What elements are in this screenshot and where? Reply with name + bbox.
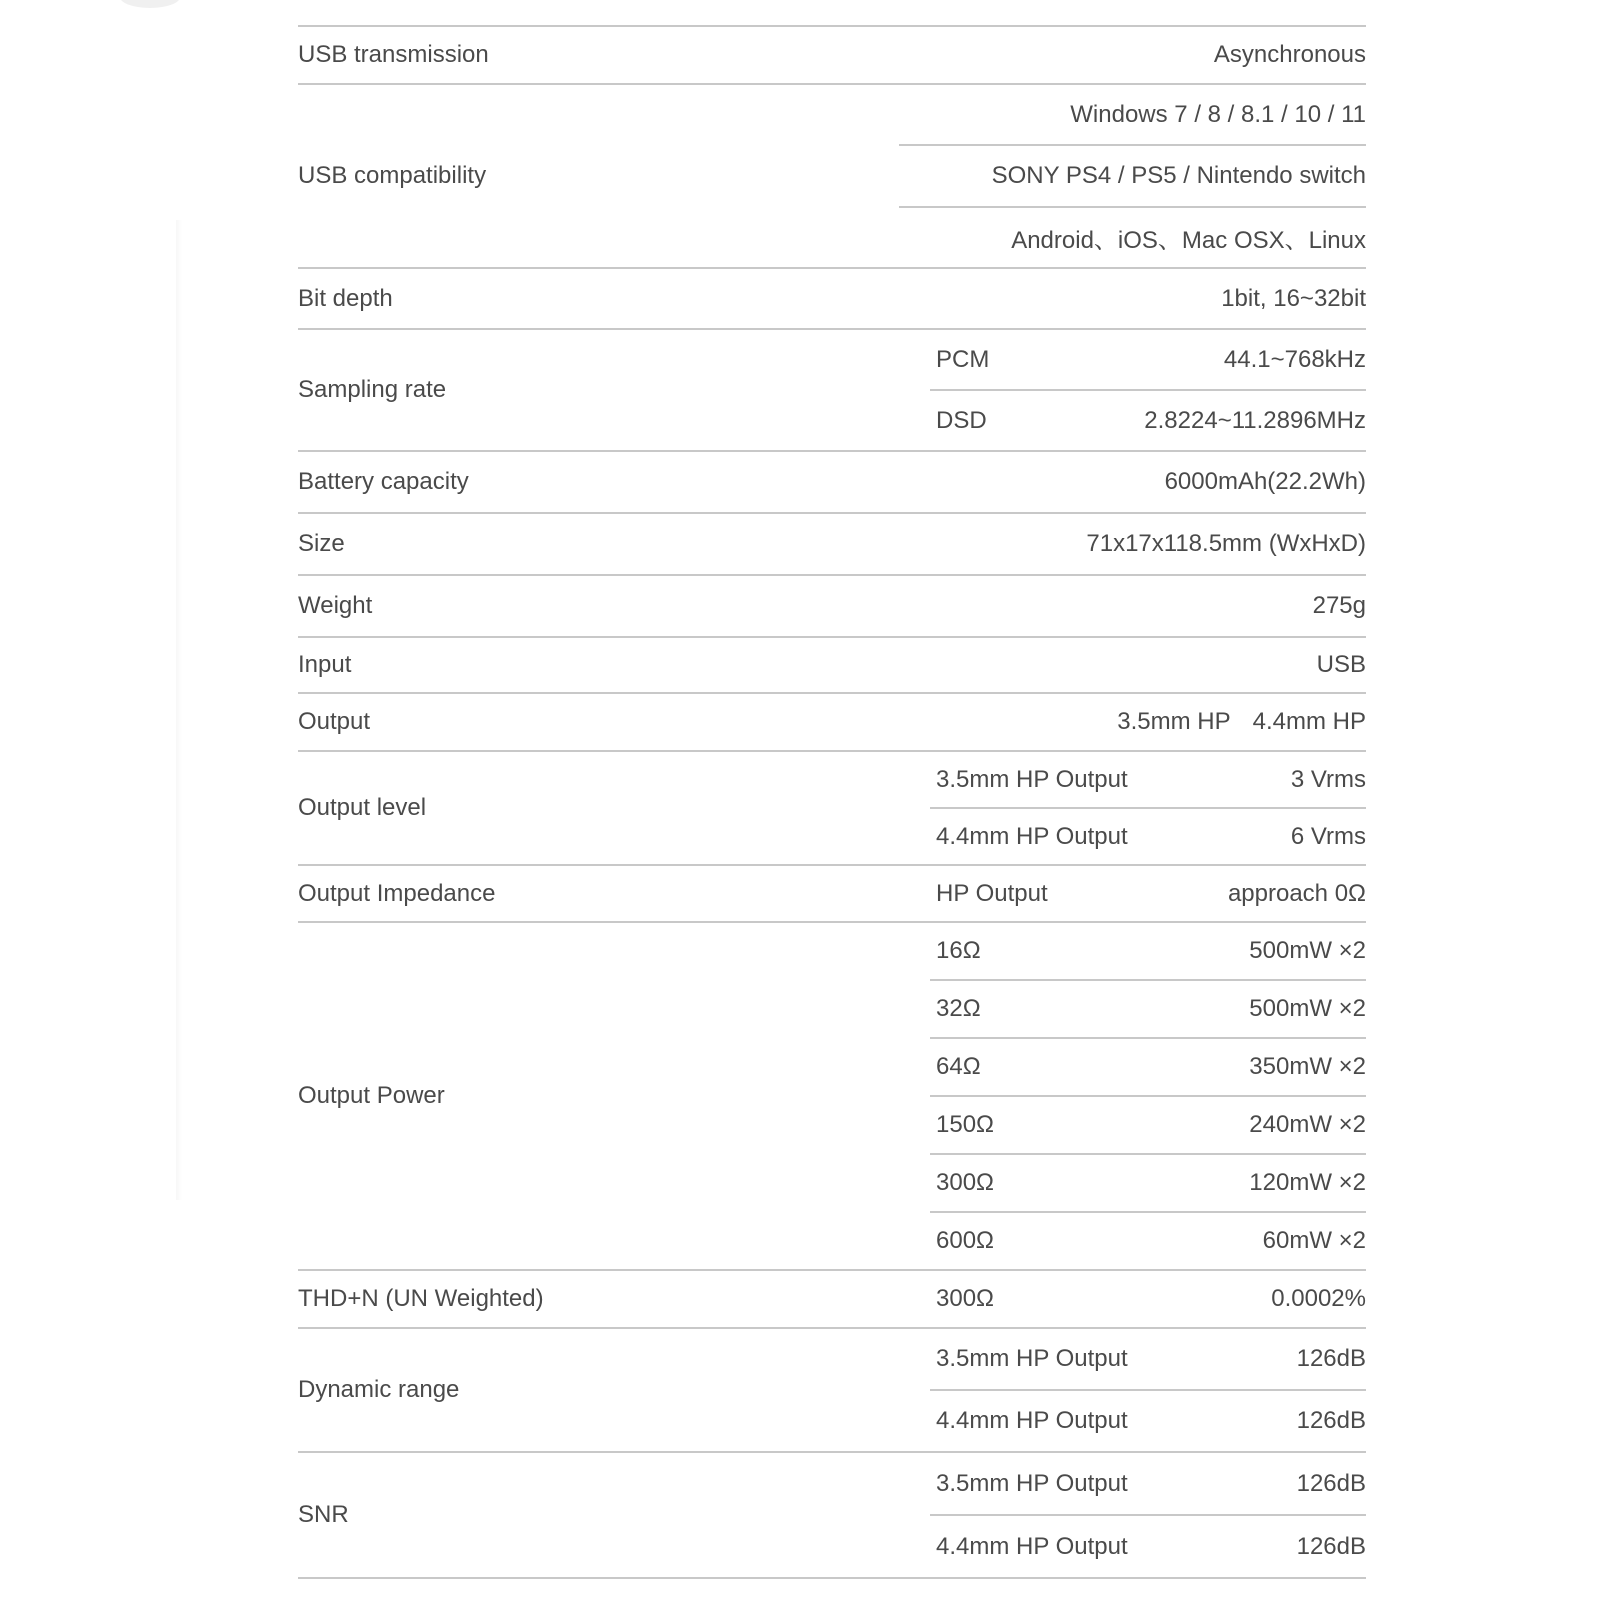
spec-sub-list (899, 85, 1366, 267)
spec-sub-list (930, 923, 1366, 1269)
spec-label: USB transmission (298, 41, 489, 68)
spec-sub-value: 3 Vrms (1290, 765, 1366, 793)
spec-label: Bit depth (298, 284, 393, 312)
spec-sub-value: 44.1~768kHz (1223, 345, 1366, 373)
spec-sub-key: 3.5mm HP Output (936, 1469, 1128, 1497)
spec-sub-value: 350mW ×2 (1249, 1053, 1366, 1080)
spec-label: Size (298, 530, 345, 557)
spec-row-usb-transmission (298, 27, 1366, 85)
spec-sub-key: 4.4mm HP Output (936, 1532, 1128, 1560)
spec-label: Output (298, 708, 371, 735)
spec-sub-row (930, 330, 1366, 391)
spec-sub-key: 3.5mm HP Output (936, 765, 1128, 793)
spec-sub-row (930, 1391, 1366, 1451)
spec-sub-value: approach 0Ω (1227, 879, 1366, 907)
spec-sub-row (930, 1213, 1366, 1269)
spec-value-group (1117, 694, 1366, 750)
spec-value: 71x17x118.5mm (WxHxD) (1086, 530, 1366, 557)
spec-value: Asynchronous (1213, 41, 1366, 68)
spec-row-size (298, 514, 1366, 576)
spec-value: 3.5mm HP (1117, 708, 1231, 735)
spec-sub-key: HP Output (936, 879, 1048, 907)
spec-row-output-impedance (298, 866, 1366, 923)
spec-sub-key: 150Ω (936, 1111, 994, 1138)
spec-row-battery-capacity (298, 452, 1366, 514)
spec-label: THD+N (UN Weighted) (298, 1285, 544, 1312)
spec-row-output-power (298, 923, 1366, 1271)
spec-sub-value: 60mW ×2 (1262, 1227, 1366, 1254)
spec-label: Battery capacity (298, 468, 469, 495)
spec-sub-row (930, 923, 1366, 981)
edge-shadow (176, 220, 182, 1200)
spec-sub-value: 500mW ×2 (1249, 937, 1366, 964)
spec-sub-key: 4.4mm HP Output (936, 822, 1128, 850)
spec-sub-row (930, 1453, 1366, 1516)
spec-sub-value: 120mW ×2 (1249, 1169, 1366, 1196)
spec-table (298, 25, 1366, 1579)
spec-sub-value: 240mW ×2 (1249, 1111, 1366, 1138)
spec-label: Output level (298, 794, 427, 821)
spec-sub-value: 6 Vrms (1290, 822, 1366, 850)
spec-row-dynamic-range (298, 1329, 1366, 1453)
spec-sub-value: 126dB (1296, 1532, 1366, 1560)
spec-value: 6000mAh(22.2Wh) (1164, 468, 1366, 495)
spec-row-usb-compatibility (298, 85, 1366, 269)
spec-value: 275g (1312, 592, 1366, 619)
spec-sub-row (930, 391, 1366, 450)
spec-sub-value: Android、iOS、Mac OSX、Linux (1011, 226, 1366, 254)
spec-sub-row (930, 1271, 1366, 1327)
spec-sub-value: 126dB (1296, 1407, 1366, 1434)
spec-sub-key: 16Ω (936, 937, 981, 964)
spec-sub-list (930, 330, 1366, 450)
spec-label: Input (298, 651, 352, 678)
spec-label: USB compatibility (298, 162, 487, 189)
spec-label: Dynamic range (298, 1376, 460, 1403)
spec-sub-list (930, 1271, 1366, 1327)
spec-sub-row (930, 1155, 1366, 1213)
spec-row-thd-n (298, 1271, 1366, 1329)
spec-sub-row (930, 1329, 1366, 1391)
spec-sub-list (930, 1329, 1366, 1451)
spec-sub-key: 300Ω (936, 1285, 994, 1312)
spec-row-weight (298, 576, 1366, 638)
spec-row-input (298, 638, 1366, 694)
spec-row-snr (298, 1453, 1366, 1579)
spec-sub-key: DSD (936, 406, 987, 434)
spec-sub-list (930, 752, 1366, 864)
spec-sub-row (899, 208, 1366, 267)
spec-sub-row (899, 85, 1366, 146)
spec-sub-row (930, 1097, 1366, 1155)
spec-label: Sampling rate (298, 376, 447, 403)
spec-sub-row (930, 1516, 1366, 1577)
spec-sub-key: 600Ω (936, 1227, 994, 1254)
spec-sub-key: 3.5mm HP Output (936, 1345, 1128, 1372)
spec-sub-value: 500mW ×2 (1249, 995, 1366, 1022)
spec-value: 1bit, 16~32bit (1221, 284, 1366, 312)
spec-value: USB (1316, 651, 1366, 678)
spec-row-output (298, 694, 1366, 752)
spec-sub-value: SONY PS4 / PS5 / Nintendo switch (991, 161, 1366, 189)
spec-row-sampling-rate (298, 330, 1366, 452)
spec-sub-key: PCM (936, 345, 990, 373)
spec-sub-value: 2.8224~11.2896MHz (1144, 406, 1366, 434)
spec-label: Weight (298, 592, 373, 619)
spec-sub-list (930, 866, 1366, 921)
spec-sub-row (930, 752, 1366, 809)
spec-sub-key: 32Ω (936, 995, 981, 1022)
spec-sub-row (930, 981, 1366, 1039)
spec-sub-value: 126dB (1296, 1345, 1366, 1372)
spec-label: Output Power (298, 1082, 445, 1109)
spec-sub-row (930, 1039, 1366, 1097)
spec-sub-row (930, 866, 1366, 921)
spec-sub-value: 0.0002% (1271, 1285, 1366, 1312)
spec-sub-key: 300Ω (936, 1169, 994, 1196)
spec-sub-key: 4.4mm HP Output (936, 1407, 1128, 1434)
spec-sub-key: 64Ω (936, 1053, 981, 1080)
spec-label: Output Impedance (298, 879, 496, 907)
corner-shadow (120, 0, 180, 8)
spec-sub-row (930, 809, 1366, 864)
spec-label: SNR (298, 1501, 349, 1528)
spec-value: 4.4mm HP (1252, 708, 1366, 735)
spec-row-output-level (298, 752, 1366, 866)
spec-sub-value: 126dB (1296, 1469, 1366, 1497)
spec-row-bit-depth (298, 269, 1366, 330)
spec-sub-value: Windows 7 / 8 / 8.1 / 10 / 11 (1070, 100, 1366, 128)
spec-sub-list (930, 1453, 1366, 1577)
spec-sub-row (899, 146, 1366, 207)
